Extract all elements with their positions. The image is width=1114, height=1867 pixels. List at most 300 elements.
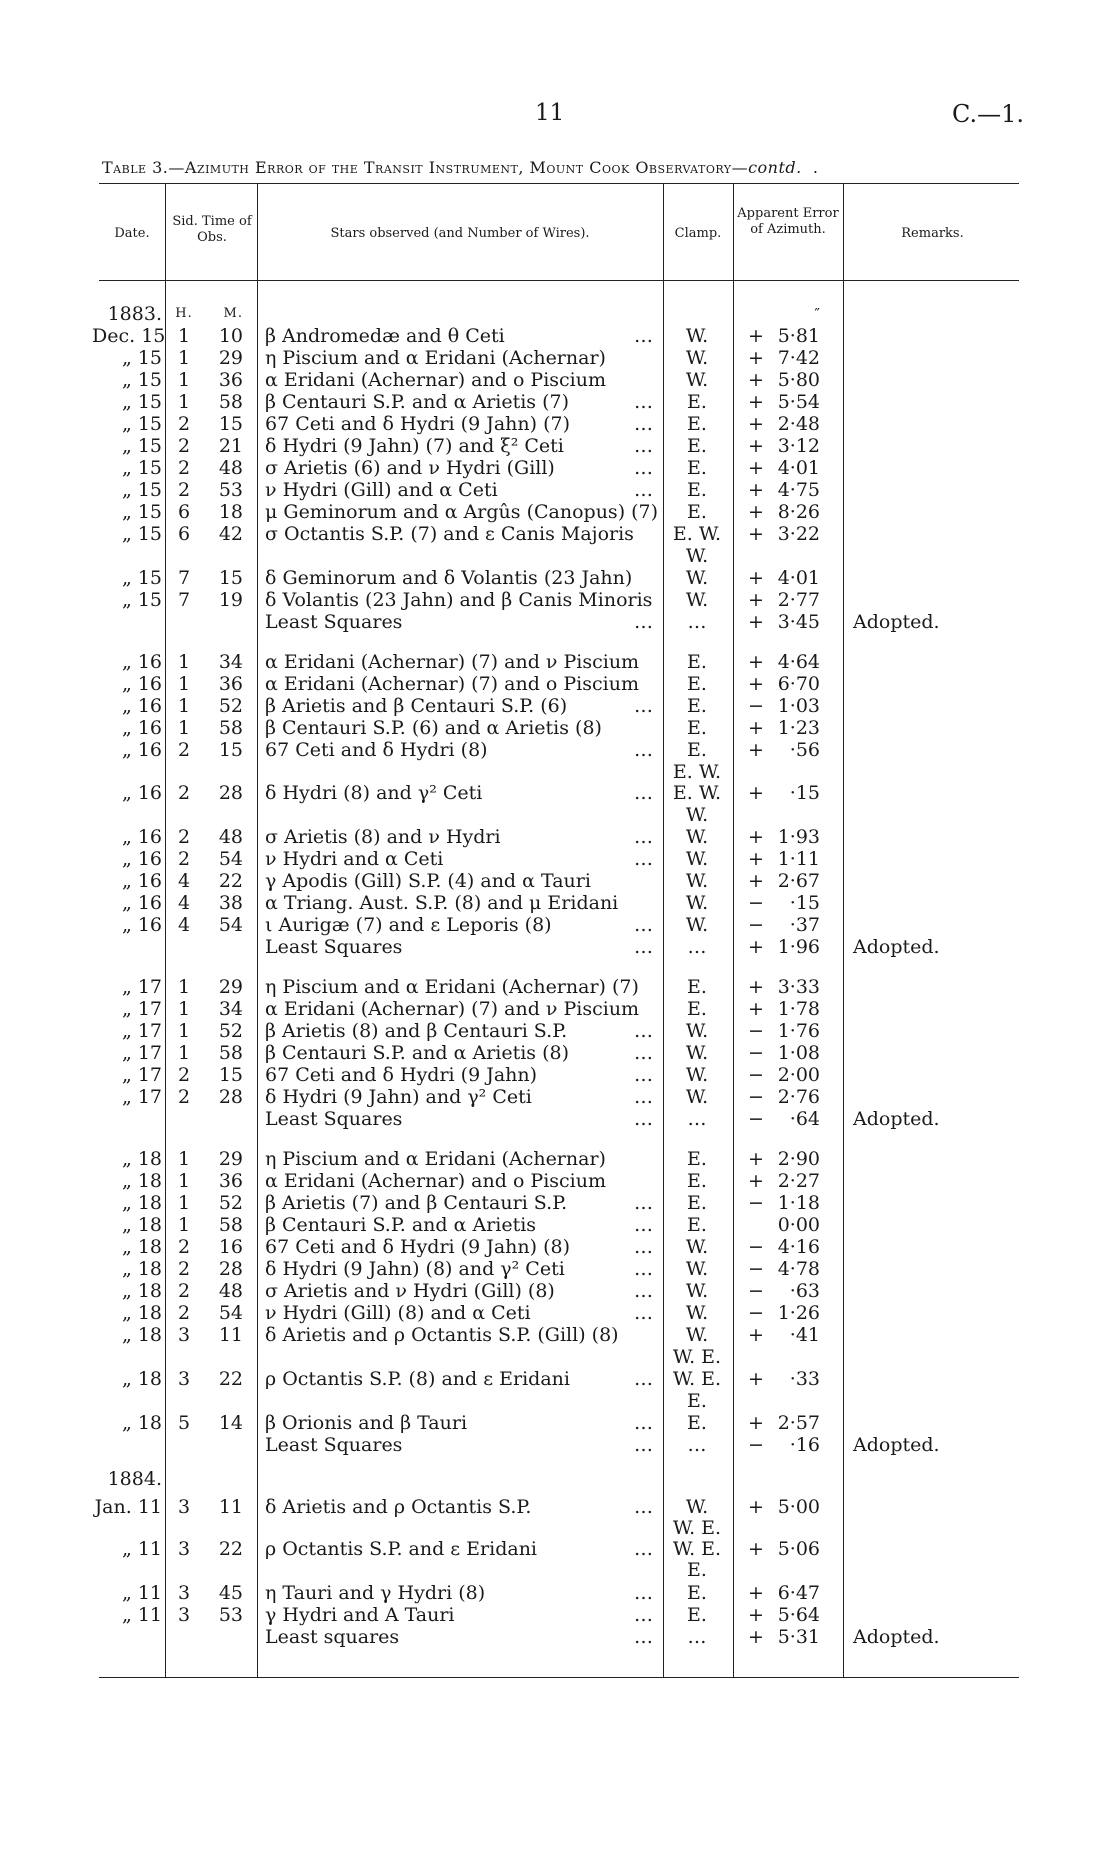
clamp-side: E. <box>687 479 707 501</box>
leader-dots: … <box>634 435 654 457</box>
remark: Adopted. <box>853 1108 940 1130</box>
sid-time-minutes: 28 <box>218 1086 243 1108</box>
error-sign: + <box>748 1412 764 1434</box>
obs-date: „ 17 <box>121 998 162 1020</box>
table-row <box>0 1086 1114 1108</box>
error-sign: − <box>748 1020 764 1042</box>
sid-time-hours: 2 <box>177 1086 191 1108</box>
stars-observed: β Arietis and β Centauri S.P. (6) <box>265 695 568 717</box>
obs-date: „ 11 <box>121 1582 162 1604</box>
error-sign: − <box>748 1108 764 1130</box>
leader-dots: … <box>634 848 654 870</box>
sid-time-hours: 3 <box>177 1368 191 1390</box>
sid-time-hours: 1 <box>177 325 191 347</box>
stars-observed: α Eridani (Achernar) (7) and ο Piscium <box>265 673 639 695</box>
leader-dots: … <box>634 611 654 633</box>
clamp-side: E. <box>687 651 707 673</box>
table-row <box>0 1390 1114 1412</box>
clamp-side: … <box>687 1434 707 1456</box>
clamp-side: W. <box>685 1042 709 1064</box>
obs-date: „ 17 <box>121 1086 162 1108</box>
sid-time-hours: 1 <box>177 391 191 413</box>
obs-date: „ 16 <box>121 717 162 739</box>
obs-date: „ 17 <box>121 976 162 998</box>
error-value: 1·23 <box>777 717 820 739</box>
sid-time-hours: 2 <box>177 826 191 848</box>
leader-dots: … <box>634 1368 654 1390</box>
sid-time-minutes: 52 <box>218 1020 243 1042</box>
obs-date: „ 15 <box>121 589 162 611</box>
obs-date: „ 17 <box>121 1020 162 1042</box>
leader-dots: … <box>634 325 654 347</box>
page-number: 11 <box>535 100 565 126</box>
error-value: 0·00 <box>777 1214 820 1236</box>
table-row <box>0 651 1114 673</box>
clamp-side: W. E. <box>672 1517 722 1539</box>
error-value: 1·11 <box>777 848 820 870</box>
error-value: 3·22 <box>777 523 820 545</box>
error-value: ·63 <box>789 1280 820 1302</box>
sid-time-minutes: 19 <box>218 589 243 611</box>
table-row <box>0 347 1114 369</box>
table-row <box>0 936 1114 958</box>
table-row <box>0 1559 1114 1581</box>
obs-date: „ 18 <box>121 1170 162 1192</box>
stars-observed: σ Arietis (6) and ν Hydri (Gill) <box>265 457 555 479</box>
clamp-side: W. <box>685 325 709 347</box>
header-remarks: Remarks. <box>901 226 964 241</box>
table-row <box>0 391 1114 413</box>
clamp-side: W. <box>685 1020 709 1042</box>
table-row <box>0 1170 1114 1192</box>
table-row <box>0 479 1114 501</box>
error-value: 2·90 <box>777 1148 820 1170</box>
sid-time-hours: 2 <box>177 1236 191 1258</box>
sid-time-hours: 6 <box>177 523 191 545</box>
table-row <box>0 1538 1114 1560</box>
error-value: 1·26 <box>777 1302 820 1324</box>
error-sign: − <box>748 1434 764 1456</box>
table-row <box>0 1626 1114 1648</box>
obs-date: „ 15 <box>121 523 162 545</box>
sid-time-minutes: 38 <box>218 892 243 914</box>
clamp-side: W. <box>685 826 709 848</box>
seconds-unit: ″ <box>814 305 820 323</box>
obs-date: „ 15 <box>121 391 162 413</box>
clamp-side: W. E. <box>672 1368 722 1390</box>
table-row <box>0 567 1114 589</box>
error-sign: + <box>748 870 764 892</box>
table-row <box>0 457 1114 479</box>
error-sign: − <box>748 1064 764 1086</box>
error-sign: − <box>748 1302 764 1324</box>
stars-observed: β Andromedæ and θ Ceti <box>265 325 505 347</box>
error-sign: + <box>748 435 764 457</box>
error-sign: + <box>748 651 764 673</box>
obs-date: „ 17 <box>121 1042 162 1064</box>
stars-observed: 67 Ceti and δ Hydri (9 Jahn) (7) <box>265 413 570 435</box>
obs-date: „ 11 <box>121 1538 162 1560</box>
obs-date: „ 15 <box>121 369 162 391</box>
sid-time-minutes: 22 <box>218 1368 243 1390</box>
clamp-side: W. E. <box>672 1346 722 1368</box>
error-sign: + <box>748 611 764 633</box>
leader-dots: … <box>634 391 654 413</box>
sid-time-minutes: 22 <box>218 870 243 892</box>
clamp-side: E. <box>687 1604 707 1626</box>
leader-dots: … <box>634 1412 654 1434</box>
error-value: ·15 <box>789 782 820 804</box>
leader-dots: … <box>634 936 654 958</box>
error-value: 1·08 <box>777 1042 820 1064</box>
obs-date: „ 18 <box>121 1302 162 1324</box>
table-row <box>0 435 1114 457</box>
sid-time-minutes: 58 <box>218 1214 243 1236</box>
table-row <box>0 1604 1114 1626</box>
sid-time-hours: 4 <box>177 914 191 936</box>
table-row <box>0 998 1114 1020</box>
error-value: 3·33 <box>777 976 820 998</box>
stars-observed: 67 Ceti and δ Hydri (9 Jahn) <box>265 1064 538 1086</box>
table-row <box>0 1302 1114 1324</box>
stars-observed: 67 Ceti and δ Hydri (9 Jahn) (8) <box>265 1236 570 1258</box>
sid-time-hours: 2 <box>177 848 191 870</box>
stars-observed: σ Arietis and ν Hydri (Gill) (8) <box>265 1280 555 1302</box>
stars-observed: α Eridani (Achernar) and ο Piscium <box>265 369 607 391</box>
error-sign: + <box>748 739 764 761</box>
error-value: 8·26 <box>777 501 820 523</box>
stars-observed: ρ Octantis S.P. and ε Eridani <box>265 1538 538 1560</box>
sid-time-minutes: 53 <box>218 1604 243 1626</box>
table-row <box>0 826 1114 848</box>
table-row <box>0 1582 1114 1604</box>
error-value: 3·45 <box>777 611 820 633</box>
sid-time-hours: 1 <box>177 1020 191 1042</box>
stars-observed: η Tauri and γ Hydri (8) <box>265 1582 486 1604</box>
table-row <box>0 325 1114 347</box>
error-sign: + <box>748 1368 764 1390</box>
year-row <box>0 1468 1114 1490</box>
sid-time-hours: 2 <box>177 479 191 501</box>
stars-observed: δ Volantis (23 Jahn) and β Canis Minoris <box>265 589 653 611</box>
sid-time-minutes: 58 <box>218 391 243 413</box>
clamp-side: W. <box>685 848 709 870</box>
clamp-side: E. <box>687 1582 707 1604</box>
header-error: Apparent Error of Azimuth. <box>737 206 839 237</box>
leader-dots: … <box>634 914 654 936</box>
sid-time-minutes: 34 <box>218 998 243 1020</box>
year-label: 1884. <box>107 1468 162 1490</box>
sid-time-hours: 6 <box>177 501 191 523</box>
sid-time-minutes: 18 <box>218 501 243 523</box>
clamp-side: E. <box>687 673 707 695</box>
clamp-side: W. <box>685 347 709 369</box>
stars-observed: ν Hydri and α Ceti <box>265 848 444 870</box>
stars-observed: σ Arietis (8) and ν Hydri <box>265 826 501 848</box>
sid-time-hours: 1 <box>177 1148 191 1170</box>
table-row <box>0 1434 1114 1456</box>
table-row <box>0 782 1114 804</box>
stars-observed: Least Squares <box>265 1434 403 1456</box>
error-sign: + <box>748 1170 764 1192</box>
stars-observed: δ Hydri (9 Jahn) (8) and γ² Ceti <box>265 1258 565 1280</box>
error-value: 4·75 <box>777 479 820 501</box>
table-row <box>0 695 1114 717</box>
obs-date: „ 16 <box>121 826 162 848</box>
error-sign: − <box>748 695 764 717</box>
sid-time-hours: 1 <box>177 369 191 391</box>
error-value: ·15 <box>789 892 820 914</box>
leader-dots: … <box>634 1582 654 1604</box>
stars-observed: Least Squares <box>265 611 403 633</box>
error-sign: + <box>748 848 764 870</box>
clamp-side: W. <box>685 1064 709 1086</box>
error-sign: − <box>748 1042 764 1064</box>
obs-date: „ 15 <box>121 479 162 501</box>
leader-dots: … <box>634 1042 654 1064</box>
table-top-rule <box>99 183 1019 184</box>
stars-observed: σ Octantis S.P. (7) and ε Canis Majoris <box>265 523 634 545</box>
clamp-side: W. <box>685 369 709 391</box>
sid-time-minutes: 54 <box>218 1302 243 1324</box>
error-sign: − <box>748 1086 764 1108</box>
sid-time-hours: 4 <box>177 870 191 892</box>
sid-time-minutes: 28 <box>218 782 243 804</box>
sid-time-hours: 3 <box>177 1604 191 1626</box>
stars-observed: δ Hydri (9 Jahn) (7) and ξ² Ceti <box>265 435 564 457</box>
table-row <box>0 1064 1114 1086</box>
leader-dots: … <box>634 1108 654 1130</box>
stars-observed: β Centauri S.P. and α Arietis <box>265 1214 537 1236</box>
clamp-side: … <box>687 1626 707 1648</box>
error-value: 5·64 <box>777 1604 820 1626</box>
error-sign: + <box>748 998 764 1020</box>
sid-time-minutes: 36 <box>218 1170 243 1192</box>
clamp-side: W. <box>685 1496 709 1518</box>
error-value: 6·70 <box>777 673 820 695</box>
remark: Adopted. <box>853 1434 940 1456</box>
clamp-side: W. <box>685 567 709 589</box>
sid-time-hours: 4 <box>177 892 191 914</box>
obs-date: „ 11 <box>121 1604 162 1626</box>
leader-dots: … <box>634 457 654 479</box>
table-row <box>0 413 1114 435</box>
sid-time-minutes: 48 <box>218 826 243 848</box>
sid-time-hours: 1 <box>177 998 191 1020</box>
clamp-side: W. <box>685 892 709 914</box>
error-sign: + <box>748 1324 764 1346</box>
table-title-main: Table 3.—Azimuth Error of the Transit Instrument, Mount Cook Observatory— <box>102 158 749 177</box>
stars-observed: δ Geminorum and δ Volantis (23 Jahn) <box>265 567 633 589</box>
clamp-side: E. W. <box>672 782 722 804</box>
obs-date: „ 16 <box>121 782 162 804</box>
stars-observed: ν Hydri (Gill) and α Ceti <box>265 479 498 501</box>
clamp-side: E. W. <box>672 523 722 545</box>
error-value: 1·18 <box>777 1192 820 1214</box>
leader-dots: … <box>634 1434 654 1456</box>
error-value: 2·77 <box>777 589 820 611</box>
sid-time-minutes: 58 <box>218 1042 243 1064</box>
error-sign: + <box>748 1582 764 1604</box>
stars-observed: α Eridani (Achernar) (7) and ν Piscium <box>265 651 640 673</box>
table-row <box>0 523 1114 545</box>
obs-date: „ 18 <box>121 1412 162 1434</box>
leader-dots: … <box>634 695 654 717</box>
clamp-side: W. E. <box>672 1538 722 1560</box>
error-value: 4·78 <box>777 1258 820 1280</box>
sid-time-hours: 1 <box>177 347 191 369</box>
stars-observed: δ Arietis and ρ Octantis S.P. <box>265 1496 532 1518</box>
table-row <box>0 1346 1114 1368</box>
sid-time-minutes: 15 <box>218 413 243 435</box>
stars-observed: β Arietis (8) and β Centauri S.P. <box>265 1020 568 1042</box>
table-row <box>0 761 1114 783</box>
sid-time-hours: 2 <box>177 457 191 479</box>
table-row <box>0 545 1114 567</box>
error-value: 1·03 <box>777 695 820 717</box>
sid-time-minutes: 22 <box>218 1538 243 1560</box>
stars-observed: β Arietis (7) and β Centauri S.P. <box>265 1192 568 1214</box>
header-sid-time: Sid. Time of Obs. <box>172 214 252 245</box>
sid-time-minutes: 11 <box>218 1324 243 1346</box>
table-row <box>0 1280 1114 1302</box>
table-row <box>0 804 1114 826</box>
obs-date: „ 16 <box>121 739 162 761</box>
obs-date: „ 15 <box>121 347 162 369</box>
table-row <box>0 1258 1114 1280</box>
clamp-side: E. <box>687 391 707 413</box>
error-sign: − <box>748 1192 764 1214</box>
error-sign: + <box>748 673 764 695</box>
stars-observed: δ Arietis and ρ Octantis S.P. (Gill) (8) <box>265 1324 619 1346</box>
remark: Adopted. <box>853 936 940 958</box>
obs-date: „ 16 <box>121 673 162 695</box>
stars-observed: δ Hydri (8) and γ² Ceti <box>265 782 483 804</box>
year-label: 1883. <box>107 303 162 325</box>
sid-time-hours: 2 <box>177 435 191 457</box>
clamp-side: E. <box>687 1148 707 1170</box>
error-sign: + <box>748 479 764 501</box>
sid-time-minutes: 11 <box>218 1496 243 1518</box>
error-value: 7·42 <box>777 347 820 369</box>
sid-time-hours: 2 <box>177 1302 191 1324</box>
stars-observed: ν Hydri (Gill) (8) and α Ceti <box>265 1302 531 1324</box>
table-row <box>0 1496 1114 1518</box>
sid-time-minutes: 58 <box>218 717 243 739</box>
table-title-trail: . <box>812 158 819 177</box>
stars-observed: β Orionis and β Tauri <box>265 1412 468 1434</box>
sid-time-hours: 5 <box>177 1412 191 1434</box>
obs-date: „ 18 <box>121 1280 162 1302</box>
stars-observed: μ Geminorum and α Argûs (Canopus) (7) <box>265 501 659 523</box>
sid-time-minutes: 36 <box>218 673 243 695</box>
sid-time-hours: 3 <box>177 1496 191 1518</box>
obs-date: „ 18 <box>121 1368 162 1390</box>
stars-observed: 67 Ceti and δ Hydri (8) <box>265 739 488 761</box>
obs-date: „ 16 <box>121 651 162 673</box>
error-value: 4·01 <box>777 567 820 589</box>
error-sign: + <box>748 1538 764 1560</box>
sid-time-minutes: 15 <box>218 567 243 589</box>
clamp-side: W. <box>685 1236 709 1258</box>
sid-time-minutes: 52 <box>218 695 243 717</box>
error-sign: + <box>748 1604 764 1626</box>
error-sign: + <box>748 523 764 545</box>
leader-dots: … <box>634 1236 654 1258</box>
sid-time-hours: 7 <box>177 567 191 589</box>
error-sign: + <box>748 589 764 611</box>
clamp-side: E. W. <box>672 761 722 783</box>
stars-observed: Least squares <box>265 1626 400 1648</box>
table-row <box>0 717 1114 739</box>
sid-time-minutes: 29 <box>218 976 243 998</box>
clamp-side: … <box>687 611 707 633</box>
error-value: 1·76 <box>777 1020 820 1042</box>
error-sign: + <box>748 369 764 391</box>
obs-date: „ 16 <box>121 914 162 936</box>
clamp-side: W. <box>685 1324 709 1346</box>
error-sign: − <box>748 892 764 914</box>
sid-time-minutes: 15 <box>218 739 243 761</box>
error-sign: + <box>748 717 764 739</box>
stars-observed: α Eridani (Achernar) (7) and ν Piscium <box>265 998 640 1020</box>
table-row <box>0 1368 1114 1390</box>
error-sign: − <box>748 1258 764 1280</box>
error-sign: − <box>748 1236 764 1258</box>
sid-time-hours: 3 <box>177 1582 191 1604</box>
error-value: 5·00 <box>777 1496 820 1518</box>
table-row <box>0 1192 1114 1214</box>
sid-time-hours: 1 <box>177 976 191 998</box>
clamp-side: W. <box>685 589 709 611</box>
error-sign: + <box>748 501 764 523</box>
error-value: ·64 <box>789 1108 820 1130</box>
sid-time-minutes: 42 <box>218 523 243 545</box>
error-sign: + <box>748 936 764 958</box>
error-sign: + <box>748 567 764 589</box>
obs-date: „ 18 <box>121 1192 162 1214</box>
clamp-side: E. <box>687 1559 707 1581</box>
sid-time-minutes: 48 <box>218 457 243 479</box>
leader-dots: … <box>634 1302 654 1324</box>
leader-dots: … <box>634 1064 654 1086</box>
obs-date: Dec. 15 <box>92 325 166 347</box>
sid-time-hours: 1 <box>177 1192 191 1214</box>
table-row <box>0 1517 1114 1539</box>
table-row <box>0 1108 1114 1130</box>
stars-observed: η Piscium and α Eridani (Achernar) <box>265 347 606 369</box>
stars-observed: ρ Octantis S.P. (8) and ε Eridani <box>265 1368 570 1390</box>
leader-dots: … <box>634 1496 654 1518</box>
minutes-unit: M. <box>223 306 243 321</box>
error-value: 2·76 <box>777 1086 820 1108</box>
obs-date: „ 17 <box>121 1064 162 1086</box>
table-row <box>0 611 1114 633</box>
sid-time-minutes: 45 <box>218 1582 243 1604</box>
hours-unit: H. <box>175 306 193 321</box>
clamp-side: E. <box>687 739 707 761</box>
error-sign: + <box>748 1626 764 1648</box>
clamp-side: E. <box>687 1390 707 1412</box>
leader-dots: … <box>634 1604 654 1626</box>
sid-time-hours: 1 <box>177 651 191 673</box>
sid-time-minutes: 29 <box>218 1148 243 1170</box>
table-row <box>0 369 1114 391</box>
clamp-side: E. <box>687 457 707 479</box>
error-value: ·41 <box>789 1324 820 1346</box>
error-sign: − <box>748 914 764 936</box>
table-row <box>0 1020 1114 1042</box>
